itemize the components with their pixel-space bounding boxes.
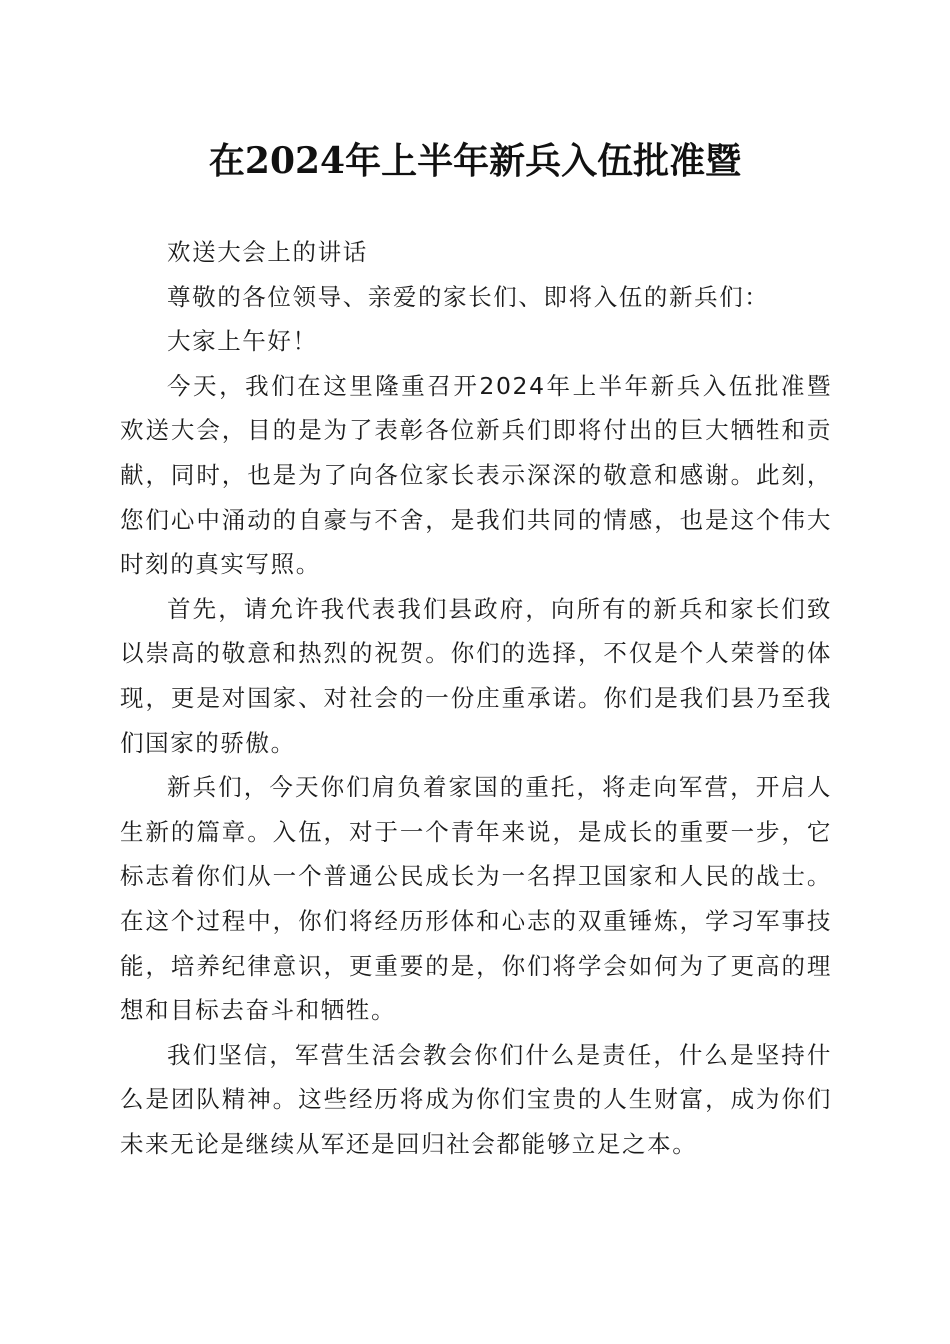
document-title: 在2024年上半年新兵入伍批准暨 — [208, 140, 742, 182]
paragraph-greeting: 大家上午好！ — [167, 327, 318, 356]
paragraph-body: 首先，请允许我代表我们县政府，向所有的新兵和家长们致以崇高的敬意和热烈的祝贺。你们的选择，不仅是个人荣誉的体现，更是对国家、对社会的一份庄重承诺。你们是我们县乃至我们国家的骄傲。 — [120, 594, 832, 757]
paragraph-subtitle: 欢送大会上的讲话 — [167, 238, 368, 266]
document-body — [120, 230, 832, 1166]
paragraph-body: 今天，我们在这里隆重召开2024年上半年新兵入伍批准暨欢送大会，目的是为了表彰各位新兵们即将付出的巨大牺牲和贡献，同时，也是为了向各位家长表示深深的敬意和感谢。此刻，您们心中涌动的自豪与不舍，是我们共同的情感，也是这个伟大时刻的真实写照。 — [120, 371, 832, 579]
paragraph-body: 新兵们，今天你们肩负着家国的重托，将走向军营，开启人生新的篇章。入伍，对于一个青年来说，是成长的重要一步，它标志着你们从一个普通公民成长为一名捍卫国家和人民的战士。在这个过程中，你们将经历形体和心志的双重锤炼，学习军事技能，培养纪律意识，更重要的是，你们将学会如何为了更高的理想和目标去奋斗和牺牲。 — [120, 773, 832, 1025]
paragraph-body: 我们坚信，军营生活会教会你们什么是责任，什么是坚持什么是团队精神。这些经历将成为你们宝贵的人生财富，成为你们未来无论是继续从军还是回归社会都能够立足之本。 — [120, 1040, 832, 1158]
paragraph-salutation: 尊敬的各位领导、亲爱的家长们、即将入伍的新兵们： — [167, 282, 770, 311]
